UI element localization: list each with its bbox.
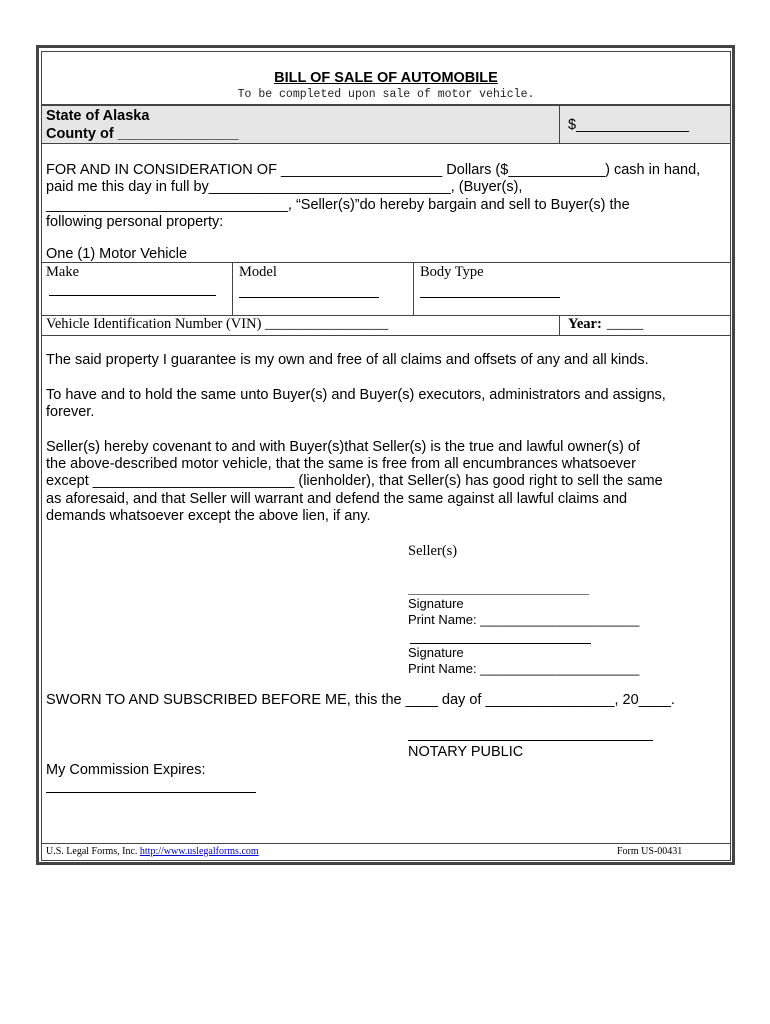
hold-paragraph-line-1: To have and to hold the same unto Buyer(s) and Buyer(s) executors, administrators and assigns, — [46, 387, 666, 403]
covenant-line-3: except _________________________ (lienholder), that Seller(s) has good right to sell the same — [46, 473, 663, 489]
signature-line-2[interactable] — [410, 643, 591, 644]
state-block-bottom — [41, 143, 731, 144]
consideration-line-2: paid me this day in full by______________________________, (Buyer(s), — [46, 179, 523, 195]
year-field[interactable]: _____ — [607, 316, 644, 332]
signature-label-1: Signature — [408, 596, 464, 611]
year-label: Year: — [568, 316, 602, 332]
make-label: Make — [46, 264, 80, 280]
amount-field[interactable]: $______________ — [568, 117, 689, 133]
signature-label-2: Signature — [408, 645, 464, 660]
model-field[interactable] — [239, 297, 379, 298]
model-label: Model — [239, 264, 277, 280]
print-name-field-2[interactable]: Print Name: ______________________ — [408, 661, 640, 676]
county-field[interactable]: County of _______________ — [46, 126, 239, 142]
document-subtitle: To be completed upon sale of motor vehicle. — [237, 88, 535, 101]
print-name-field-1[interactable]: Print Name: ______________________ — [408, 612, 640, 627]
covenant-line-5: demands whatsoever except the above lien, if any. — [46, 508, 371, 524]
vehicle-col-divider-2 — [413, 262, 414, 315]
sworn-statement: SWORN TO AND SUBSCRIBED BEFORE ME, this the ____ day of ________________, 20____. — [46, 692, 675, 708]
consideration-line-1: FOR AND IN CONSIDERATION OF ____________________ Dollars ($____________) cash in hand, — [46, 162, 701, 178]
body-type-field[interactable] — [420, 297, 560, 298]
notary-signature-line[interactable] — [408, 740, 653, 741]
sellers-label: Seller(s) — [408, 543, 458, 559]
consideration-line-4: following personal property: — [46, 214, 224, 230]
covenant-line-2: the above-described motor vehicle, that the same is free from all encumbrances whatsoever — [46, 456, 636, 472]
footer-company-name: U.S. Legal Forms, Inc. — [46, 846, 138, 857]
vin-col-divider — [559, 315, 560, 335]
vehicle-table-top — [41, 262, 731, 263]
guarantee-paragraph: The said property I guarantee is my own and free of all claims and offsets of any and all kinds. — [46, 352, 649, 368]
document-title: BILL OF SALE OF AUTOMOBILE — [274, 70, 498, 86]
make-field[interactable] — [49, 295, 216, 296]
hold-paragraph-line-2: forever. — [46, 404, 95, 420]
notary-public-label: NOTARY PUBLIC — [408, 744, 524, 760]
state-block-divider — [559, 106, 560, 143]
commission-expires-field[interactable] — [46, 792, 256, 793]
state-label: State of Alaska — [46, 108, 150, 124]
vin-row-bottom — [41, 335, 731, 336]
footer-url-link[interactable]: http://www.uslegalforms.com — [139, 846, 259, 857]
covenant-line-1: Seller(s) hereby covenant to and with Buyer(s)that Seller(s) is the true and lawful owner(s) of — [46, 439, 640, 455]
body-type-label: Body Type — [420, 264, 484, 280]
vehicle-col-divider-1 — [232, 262, 233, 315]
commission-expires-label: My Commission Expires: — [46, 762, 206, 778]
vehicle-heading: One (1) Motor Vehicle — [46, 246, 188, 262]
consideration-line-3: ______________________________, “Seller(s)”do hereby bargain and sell to Buyer(s) the — [46, 197, 630, 213]
footer-divider — [41, 843, 731, 844]
vin-field[interactable]: Vehicle Identification Number (VIN) _________________ — [46, 316, 389, 332]
form-id: Form US-00431 — [617, 846, 683, 857]
signature-line-1[interactable] — [408, 594, 589, 595]
footer-company — [46, 846, 259, 857]
covenant-line-4: as aforesaid, and that Seller will warrant and defend the same against all lawful claims and — [46, 491, 628, 507]
